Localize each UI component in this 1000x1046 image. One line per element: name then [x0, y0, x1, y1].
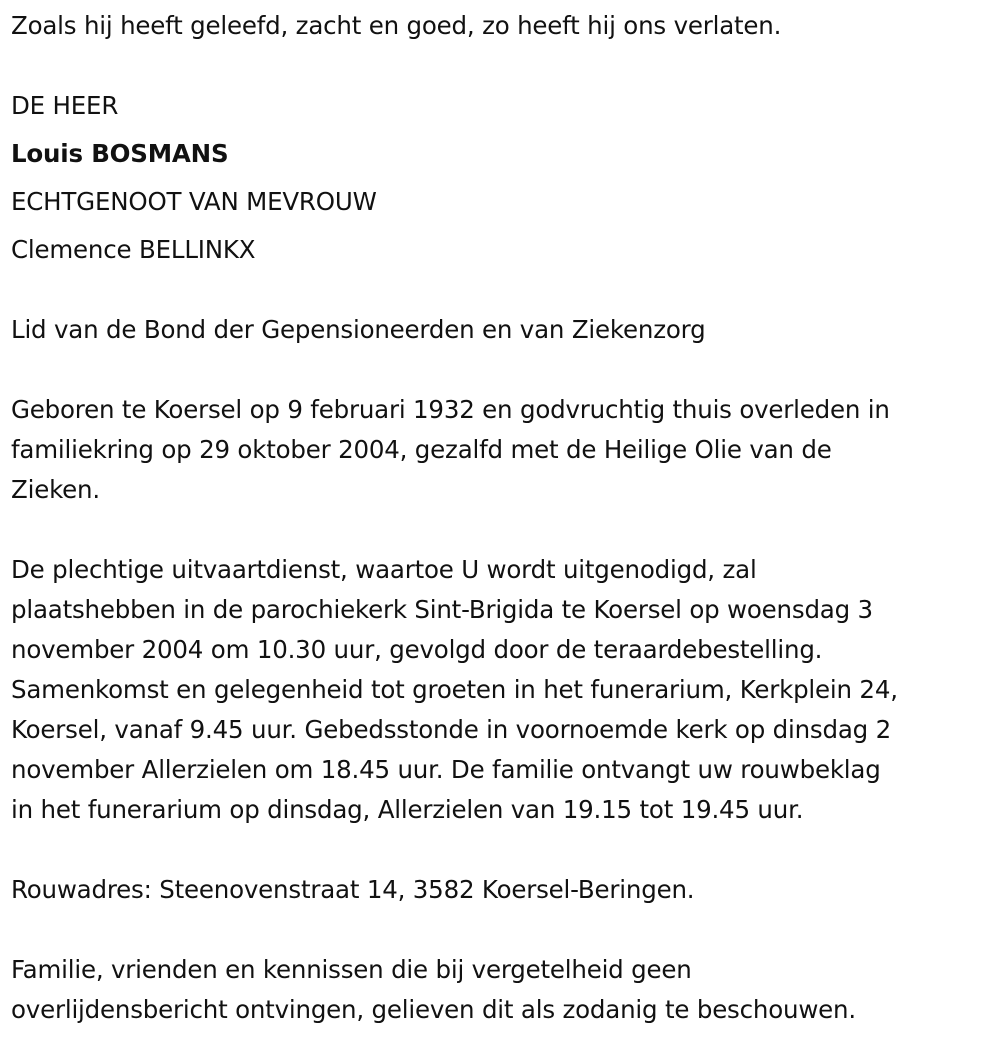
- service-line: plaatshebben in de parochiekerk Sint-Brigida te Koersel op woensdag 3: [11, 595, 873, 624]
- service-line: De plechtige uitvaartdienst, waartoe U wordt uitgenodigd, zal: [11, 555, 757, 584]
- service-line: in het funerarium op dinsdag, Allerzielen van 19.15 tot 19.45 uur.: [11, 795, 804, 824]
- membership-text: Lid van de Bond der Gepensioneerden en van Ziekenzorg: [11, 315, 706, 344]
- notice-line: Familie, vrienden en kennissen die bij vergetelheid geen: [11, 955, 692, 984]
- birth-death-line: Zieken.: [11, 475, 100, 504]
- service-line: november Allerzielen om 18.45 uur. De familie ontvangt uw rouwbeklag: [11, 755, 881, 784]
- deceased-title: DE HEER: [11, 91, 119, 120]
- birth-death-line: familiekring op 29 oktober 2004, gezalfd met de Heilige Olie van de: [11, 435, 832, 464]
- deceased-relation: ECHTGENOOT VAN MEVROUW: [11, 187, 377, 216]
- notice-paragraph: [11, 950, 856, 1030]
- spouse-name: Clemence BELLINKX: [11, 235, 256, 264]
- service-line: Koersel, vanaf 9.45 uur. Gebedsstonde in voornoemde kerk op dinsdag 2: [11, 715, 891, 744]
- service-line: november 2004 om 10.30 uur, gevolgd door de teraardebestelling.: [11, 635, 823, 664]
- epitaph: Zoals hij heeft geleefd, zacht en goed, zo heeft hij ons verlaten.: [11, 11, 782, 40]
- birth-death-paragraph: [11, 390, 890, 510]
- deceased-name: Louis BOSMANS: [11, 139, 229, 168]
- birth-death-line: Geboren te Koersel op 9 februari 1932 en godvruchtig thuis overleden in: [11, 395, 890, 424]
- notice-line: overlijdensbericht ontvingen, gelieven dit als zodanig te beschouwen.: [11, 995, 856, 1024]
- mourning-address: Rouwadres: Steenovenstraat 14, 3582 Koersel-Beringen.: [11, 875, 695, 904]
- service-paragraph: [11, 550, 898, 830]
- address-paragraph: [11, 870, 694, 910]
- service-line: Samenkomst en gelegenheid tot groeten in het funerarium, Kerkplein 24,: [11, 675, 898, 704]
